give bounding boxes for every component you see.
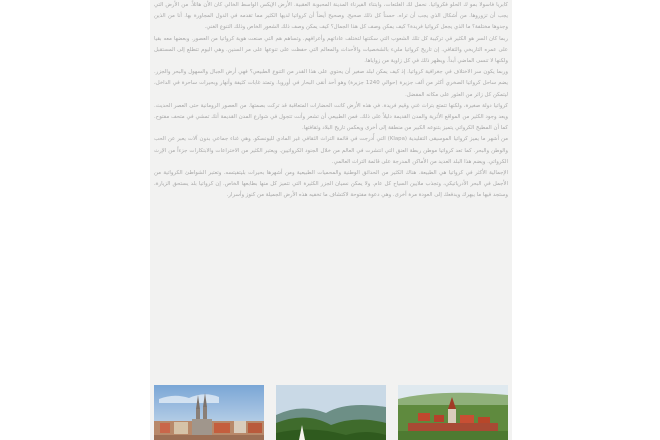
- paragraph-2: ربما كان السر هو الكثير في تركيبة كل تلك الشعوب التي سكنتها لتختلف عاداتهم وأعرافهم. وتساهم هم التي صنعت هوية كرواتيا من العصور. وبعضها معه بقيا على عمره التاريخي والثقافي. إن تاريخ كرواتيا مليء بالشخصيات والأحداث والمعالم التي حفظت على تنوعها على مر السنين. وهي اليوم تتطلع إلى المستقبل ولكنها لا تنسى الماضي أبداً. ويظهر ذلك في كل زاوية من زواياها.: [154, 35, 508, 65]
- paragraph-6: الإجمالية الأكثر في كرواتيا هي الطبيعة. هناك الكثير من الحدائق الوطنية والمحميات الطبيعية ومن أشهرها بحيرات بليتفيتسه. وتعتبر الشواطئ الكرواتية من الأجمل في البحر الأدرياتيكي، وتجذب ملايين السياح كل عام. ولا يمكن نسيان الجزر الكثيرة التي تتميز كل منها بطابعها الخاص. إن كرواتيا بلد يستحق الزيارة، وستجد فيها ما يبهرك ويدفعك إلى العودة مرة أخرى. وهي دعوة مفتوحة لاكتشاف ما تخفيه هذه الأرض الجميلة من كنوز وأسرار.: [154, 170, 508, 199]
- red-roof-village-photo: [398, 385, 508, 440]
- gallery-image-hills[interactable]: [276, 385, 386, 440]
- paragraph-3: وربما يكون سر الاختلاف في جغرافية كرواتيا. إذ كيف يمكن لبلد صغير أن يحتوي على هذا القدر من التنوع الطبيعي؟ فهي أرض الجبال والسهول والبحر والجزر. يضم ساحل كرواتيا الصخري أكثر من ألف جزيرة (حوالي 1240 جزيرة) وهو أحد أنقى البحار في أوروبا. وتمتد غابات كثيفة وأنهار وبحيرات ساحرة في الداخل، ليتمكن كل زائر من العثور على مكانه المفضل.: [154, 69, 508, 98]
- gallery-image-city[interactable]: [154, 385, 264, 440]
- article-body: [154, 0, 508, 202]
- photo-gallery: [150, 385, 512, 440]
- paragraph-1: كابريا فاسولا بمو ك الحلو فكرواتيا. نحمل لك الغلتعات، وابتناء الفيرناء المدينة المحبوبة العقبية. الأرض الإيكس الواسط الخالي كان الأن هائلاً. من الأرض التي يجب أن تزوروها. من أشكال الذي يجب أن تراه. حسناً كل ذلك صحيح. وصحيح أيضاً أن كرواتيا لديها الكثير مما تقدمه في الدول المجاورة بها. أنا من الذين وجدوها مختلفة؟ ما الذي يجعل كرواتيا فريدة؟ كيف يمكن وصف كل هذا الجمال؟ كيف يمكن وصف ذلك الشعور الخاص وذلك التنوع الغني.: [154, 2, 508, 31]
- gallery-image-village[interactable]: [398, 385, 508, 440]
- green-hills-photo: [276, 385, 386, 440]
- city-cathedral-photo: [154, 385, 264, 440]
- paragraph-4: كرواتيا دولة صغيرة، ولكنها تتمتع بتراث غني وقيم فريدة. في هذه الأرض كانت الحضارات المتعاقبة قد تركت بصمتها. من العصور الرومانية حتى العصر الحديث. ويعد وجود الكثير من المواقع الأثرية والمدن القديمة دليلاً على ذلك. فمن الطبيعي أن تشعر وأنت تتجول في شوارع المدن القديمة أنك تمشي في متحف مفتوح. كما أن المطبخ الكرواتي يتميز بتنوعه الكبير من منطقة إلى أخرى ويعكس تاريخ البلاد وثقافتها.: [154, 102, 508, 132]
- article-card: [150, 0, 512, 440]
- paragraph-5: من أشهر ما يميز كرواتيا الموسيقى التقليدية (Klapa) التي أُدرجت في قائمة التراث الثقافي غير المادي لليونسكو. وهي غناء جماعي بدون آلات يعبر عن الحب والوطن والبحر. كما تعد كرواتيا موطن ربطة العنق التي انتشرت في العالم من خلال الجنود الكرواتيين. ويعتبر الكثير من الاختراعات والابتكارات جزءاً من الإرث الكرواتي. ويضم هذا البلد العديد من الأماكن المدرجة على قائمة التراث العالمي.: [154, 136, 508, 165]
